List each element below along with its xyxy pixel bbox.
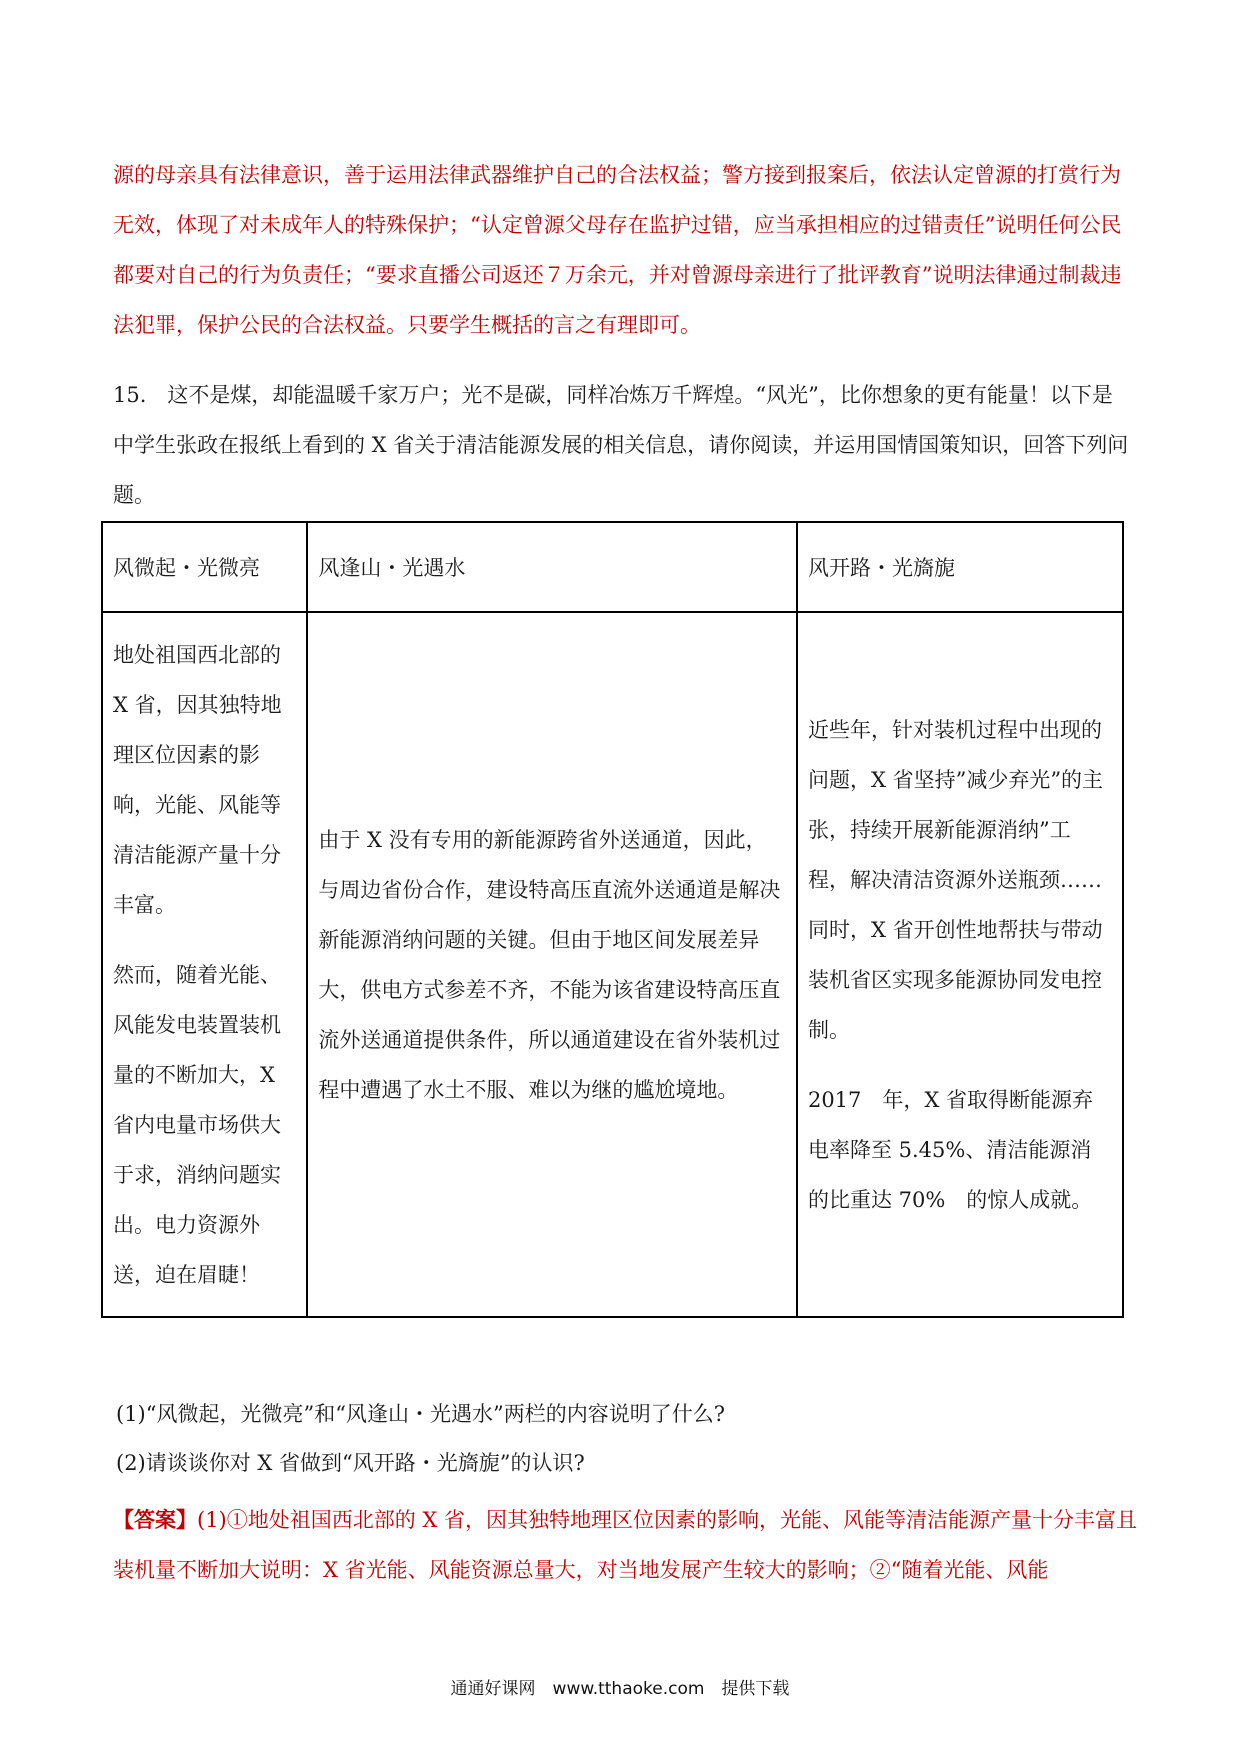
header-col-2: 风逢山・光遇水	[307, 522, 797, 612]
header-col-1: 风微起・光微亮	[102, 522, 307, 612]
answer-tag: 【答案】	[113, 1507, 197, 1532]
cell-col-1	[102, 612, 307, 1317]
cell-col-2-paragraph: 由于 X 没有专用的新能源跨省外送通道，因此，与周边省份合作，建设特高压直流外送通道是解决新能源消纳问题的关键。但由于地区间发展差异大，供电方式参差不齐，不能为该省建设特高压直流外送通道提供条件，所以通道建设在省外装机过程中遭遇了水土不服、难以为继的尴尬境地。	[318, 827, 781, 1102]
info-table	[101, 521, 1124, 1318]
sub-question-1: (1)“风微起，光微亮”和“风逢山・光遇水”两栏的内容说明了什么?	[116, 1402, 725, 1426]
cell-col-1-paragraph-1: 地处祖国西北部的 X 省，因其独特地理区位因素的影响，光能、风能等清洁能源产量十分丰富。	[113, 642, 282, 917]
answer-text: (1)①地处祖国西北部的 X 省，因其独特地理区位因素的影响，光能、风能等清洁能源产量十分丰富且装机量不断加大说明：X 省光能、风能资源总量大，对当地发展产生较大的影响；②“随着光能、风能	[113, 1508, 1138, 1582]
page-footer: 通通好课网 www.tthaoke.com 提供下载	[450, 1679, 790, 1699]
cell-col-3	[797, 612, 1123, 1317]
table-body-row	[102, 612, 1123, 1317]
cell-col-3-paragraph-2: 2017 年，X 省取得断能源弃电率降至 5.45%、清洁能源消的比重达 70% 的惊人成就。	[807, 1087, 1094, 1212]
cell-col-3-paragraph-1: 近些年，针对装机过程中出现的问题，X 省坚持”减少弃光”的主张，持续开展新能源消纳”工程，解决清洁资源外送瓶颈……同时，X 省开创性地帮扶与带动装机省区实现多能源协同发电控制。	[807, 717, 1104, 1042]
answer-paragraph	[113, 1495, 1143, 1595]
cell-col-2	[307, 612, 797, 1317]
sub-question-2: (2)请谈谈你对 X 省做到“风开路・光旖旎”的认识?	[116, 1451, 585, 1475]
cell-col-1-paragraph-2: 然而，随着光能、风能发电装置装机量的不断加大，X 省内电量市场供大于求，消纳问题实出。电力资源外送，迫在眉睫！	[113, 962, 281, 1287]
question-15-intro: 15. 这不是煤，却能温暖千家万户；光不是碳，同样冶炼万千辉煌。“风光”，比你想象的更有能量！以下是中学生张政在报纸上看到的 X 省关于清洁能源发展的相关信息，请你阅读，并运用国情国策知识，回答下列问题。	[113, 383, 1129, 507]
answer-continuation-paragraph: 源的母亲具有法律意识，善于运用法律武器维护自己的合法权益；警方接到报案后，依法认定曾源的打赏行为无效，体现了对未成年人的特殊保护；“认定曾源父母存在监护过错，应当承担相应的过错责任”说明任何公民都要对自己的行为负责任；“要求直播公司返还７万余元，并对曾源母亲进行了批评教育”说明法律通过制裁违法犯罪，保护公民的合法权益。只要学生概括的言之有理即可。	[113, 163, 1122, 337]
header-col-3: 风开路・光旖旎	[797, 522, 1123, 612]
table-header-row	[102, 522, 1123, 612]
